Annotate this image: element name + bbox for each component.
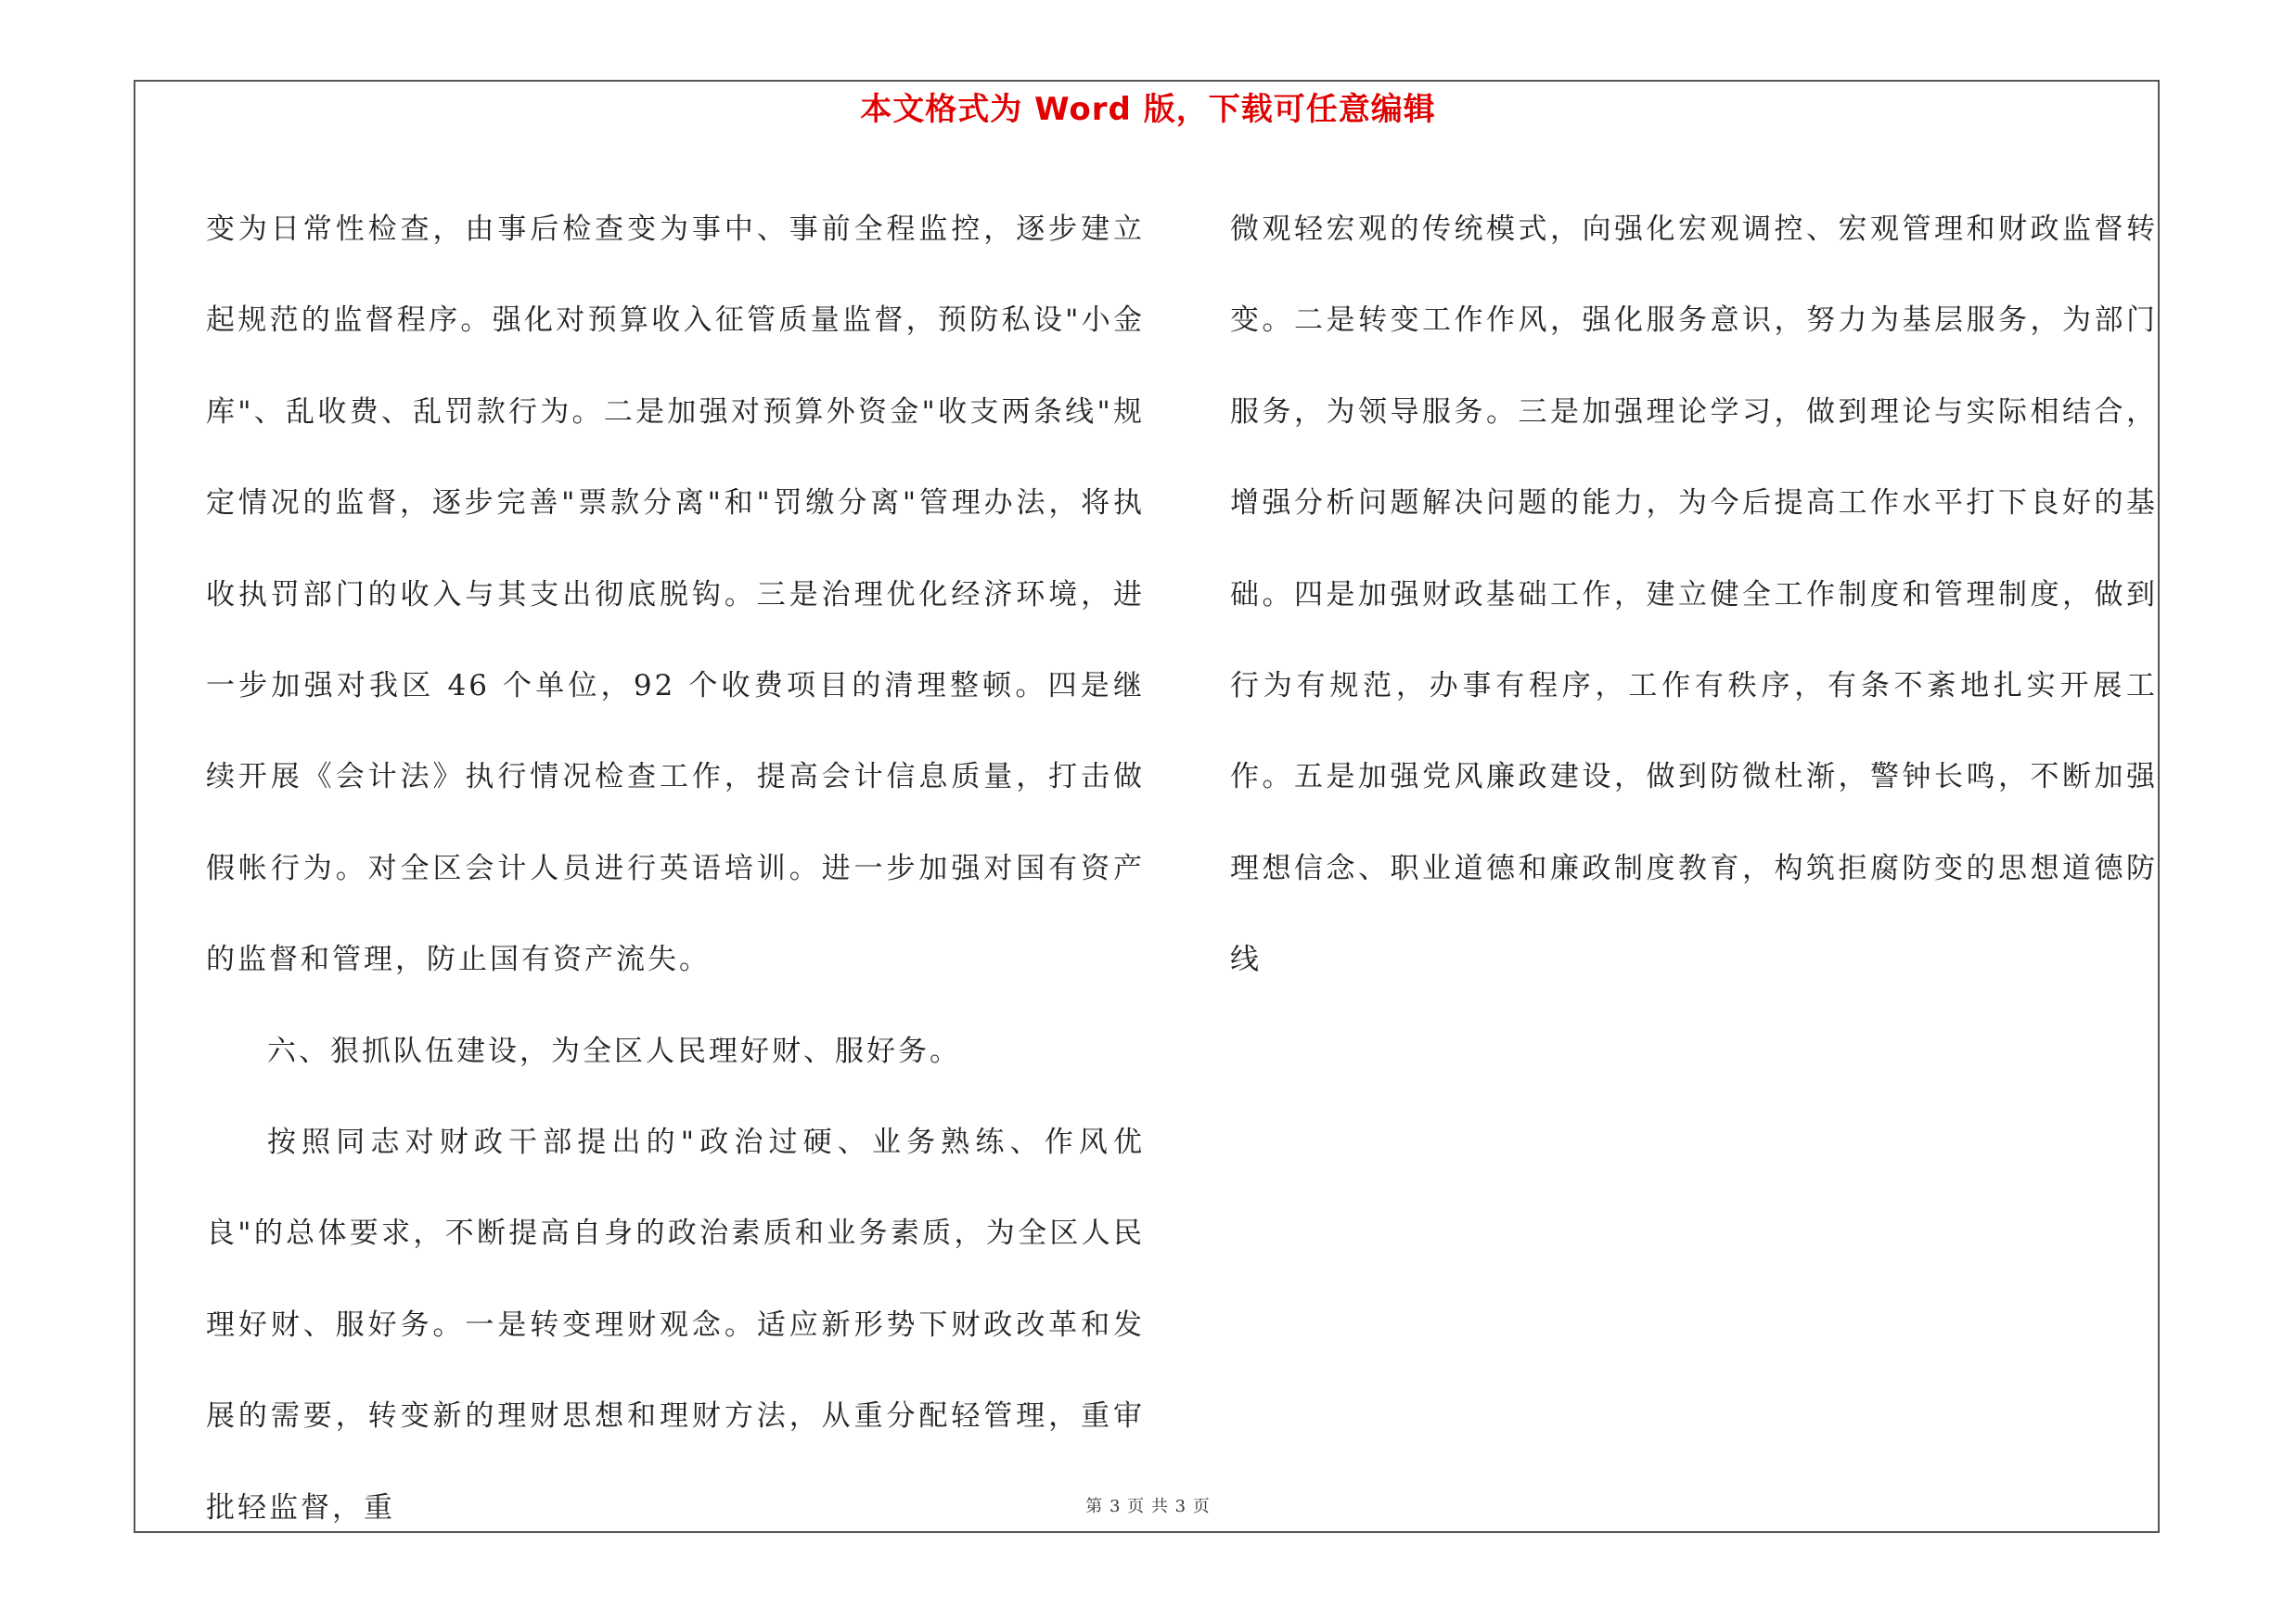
section-heading-team-building: 六、狠抓队伍建设，为全区人民理好财、服好务。 (267, 1034, 961, 1068)
left-text-column (206, 184, 1145, 1553)
page-number-footer: 第 3 页 共 3 页 (1085, 1497, 1211, 1516)
paragraph-team-building-continued: 微观轻宏观的传统模式，向强化宏观调控、宏观管理和财政监督转变。二是转变工作作风，强化服务意识，努力为基层服务，为部门服务，为领导服务。三是加强理论学习，做到理论与实际相结合，增强分析问题解决问题的能力，为今后提高工作水平打下良好的基础。四是加强财政基础工作，建立健全工作制度和管理制度，做到行为有规范，办事有程序，工作有秩序，有条不紊地扎实开展工作。五是加强党风廉政建设，做到防微杜渐，警钟长鸣，不断加强理想信念、职业道德和廉政制度教育，构筑拒腐防变的思想道德防线 (1230, 213, 2158, 977)
word-format-banner: 本文格式为 Word 版，下载可任意编辑 (860, 91, 1436, 128)
paragraph-team-building: 按照同志对财政干部提出的"政治过硬、业务熟练、作风优良"的总体要求，不断提高自身的政治素质和业务素质，为全区人民理好财、服好务。一是转变理财观念。适应新形势下财政改革和发展的需要，转变新的理财思想和理财方法，从重分配轻管理，重审批轻监督，重 (206, 1126, 1145, 1525)
right-text-column (1230, 184, 2158, 1006)
paragraph-supervision-continued: 变为日常性检查，由事后检查变为事中、事前全程监控，逐步建立起规范的监督程序。强化对预算收入征管质量监督，预防私设"小金库"、乱收费、乱罚款行为。二是加强对预算外资金"收支两条线"规定情况的监督，逐步完善"票款分离"和"罚缴分离"管理办法，将执收执罚部门的收入与其支出彻底脱钩。三是治理优化经济环境，进一步加强对我区 46 个单位，92 个收费项目的清理整顿。四是继续开展《会计法》执行情况检查工作，提高会计信息质量，打击做假帐行为。对全区会计人员进行英语培训。进一步加强对国有资产的监督和管理，防止国有资产流失。 (206, 213, 1145, 977)
